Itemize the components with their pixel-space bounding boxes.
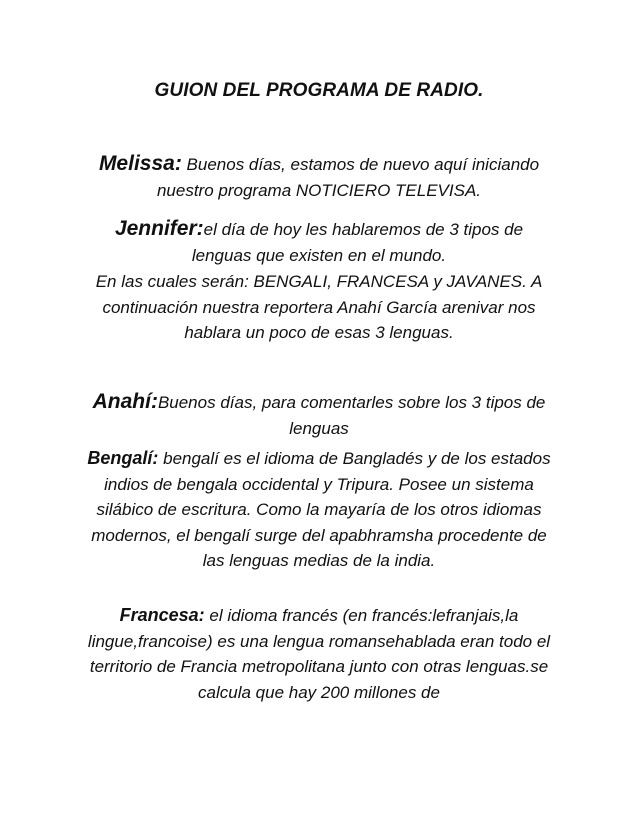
paragraph-text: En las cuales serán: BENGALI, FRANCESA y JAVANES. A continuación nuestra reportera Anahí García arenivar nos hablara un poco de esas 3 lenguas.	[95, 272, 543, 342]
speaker-name: Melissa:	[98, 152, 182, 175]
document-title: GUION DEL PROGRAMA DE RADIO.	[154, 80, 484, 101]
speaker-name: Bengalí:	[87, 448, 159, 468]
speaker-name: Jennifer:	[114, 217, 204, 240]
paragraph-melissa	[83, 151, 555, 203]
speaker-name: Anahí:	[92, 390, 158, 413]
paragraph-text: el idioma francés (en francés:lefranjais,la lingue,francoise) es una lengua romansehablada eran todo el territorio de Francia metropolitana junto con otras lenguas.se calcula que hay 200 millones de	[87, 606, 551, 702]
paragraph-bengali	[84, 446, 554, 574]
speaker-name: Francesa:	[119, 605, 205, 625]
paragraph-francesa	[84, 603, 554, 705]
paragraph-text: el día de hoy les hablaremos de 3 tipos de lenguas que existen en el mundo.	[191, 220, 524, 265]
paragraph-text: Buenos días, estamos de nuevo aquí iniciando nuestro programa NOTICIERO TELEVISA.	[156, 155, 540, 200]
paragraph-text: bengalí es el idioma de Bangladés y de los estados indios de bengala occidental y Tripura. Posee un sistema silábico de escritura. Como la mayaría de los otros idiomas modernos, el bengalí surge del apabhramsha procedente de las lenguas medias de la india.	[91, 449, 551, 570]
paragraph-text: Buenos días, para comentarles sobre los 3 tipos de lenguas	[157, 393, 546, 438]
paragraph-intro-languages	[86, 269, 552, 346]
paragraph-anahi	[86, 389, 552, 441]
paragraph-jennifer	[86, 216, 552, 268]
